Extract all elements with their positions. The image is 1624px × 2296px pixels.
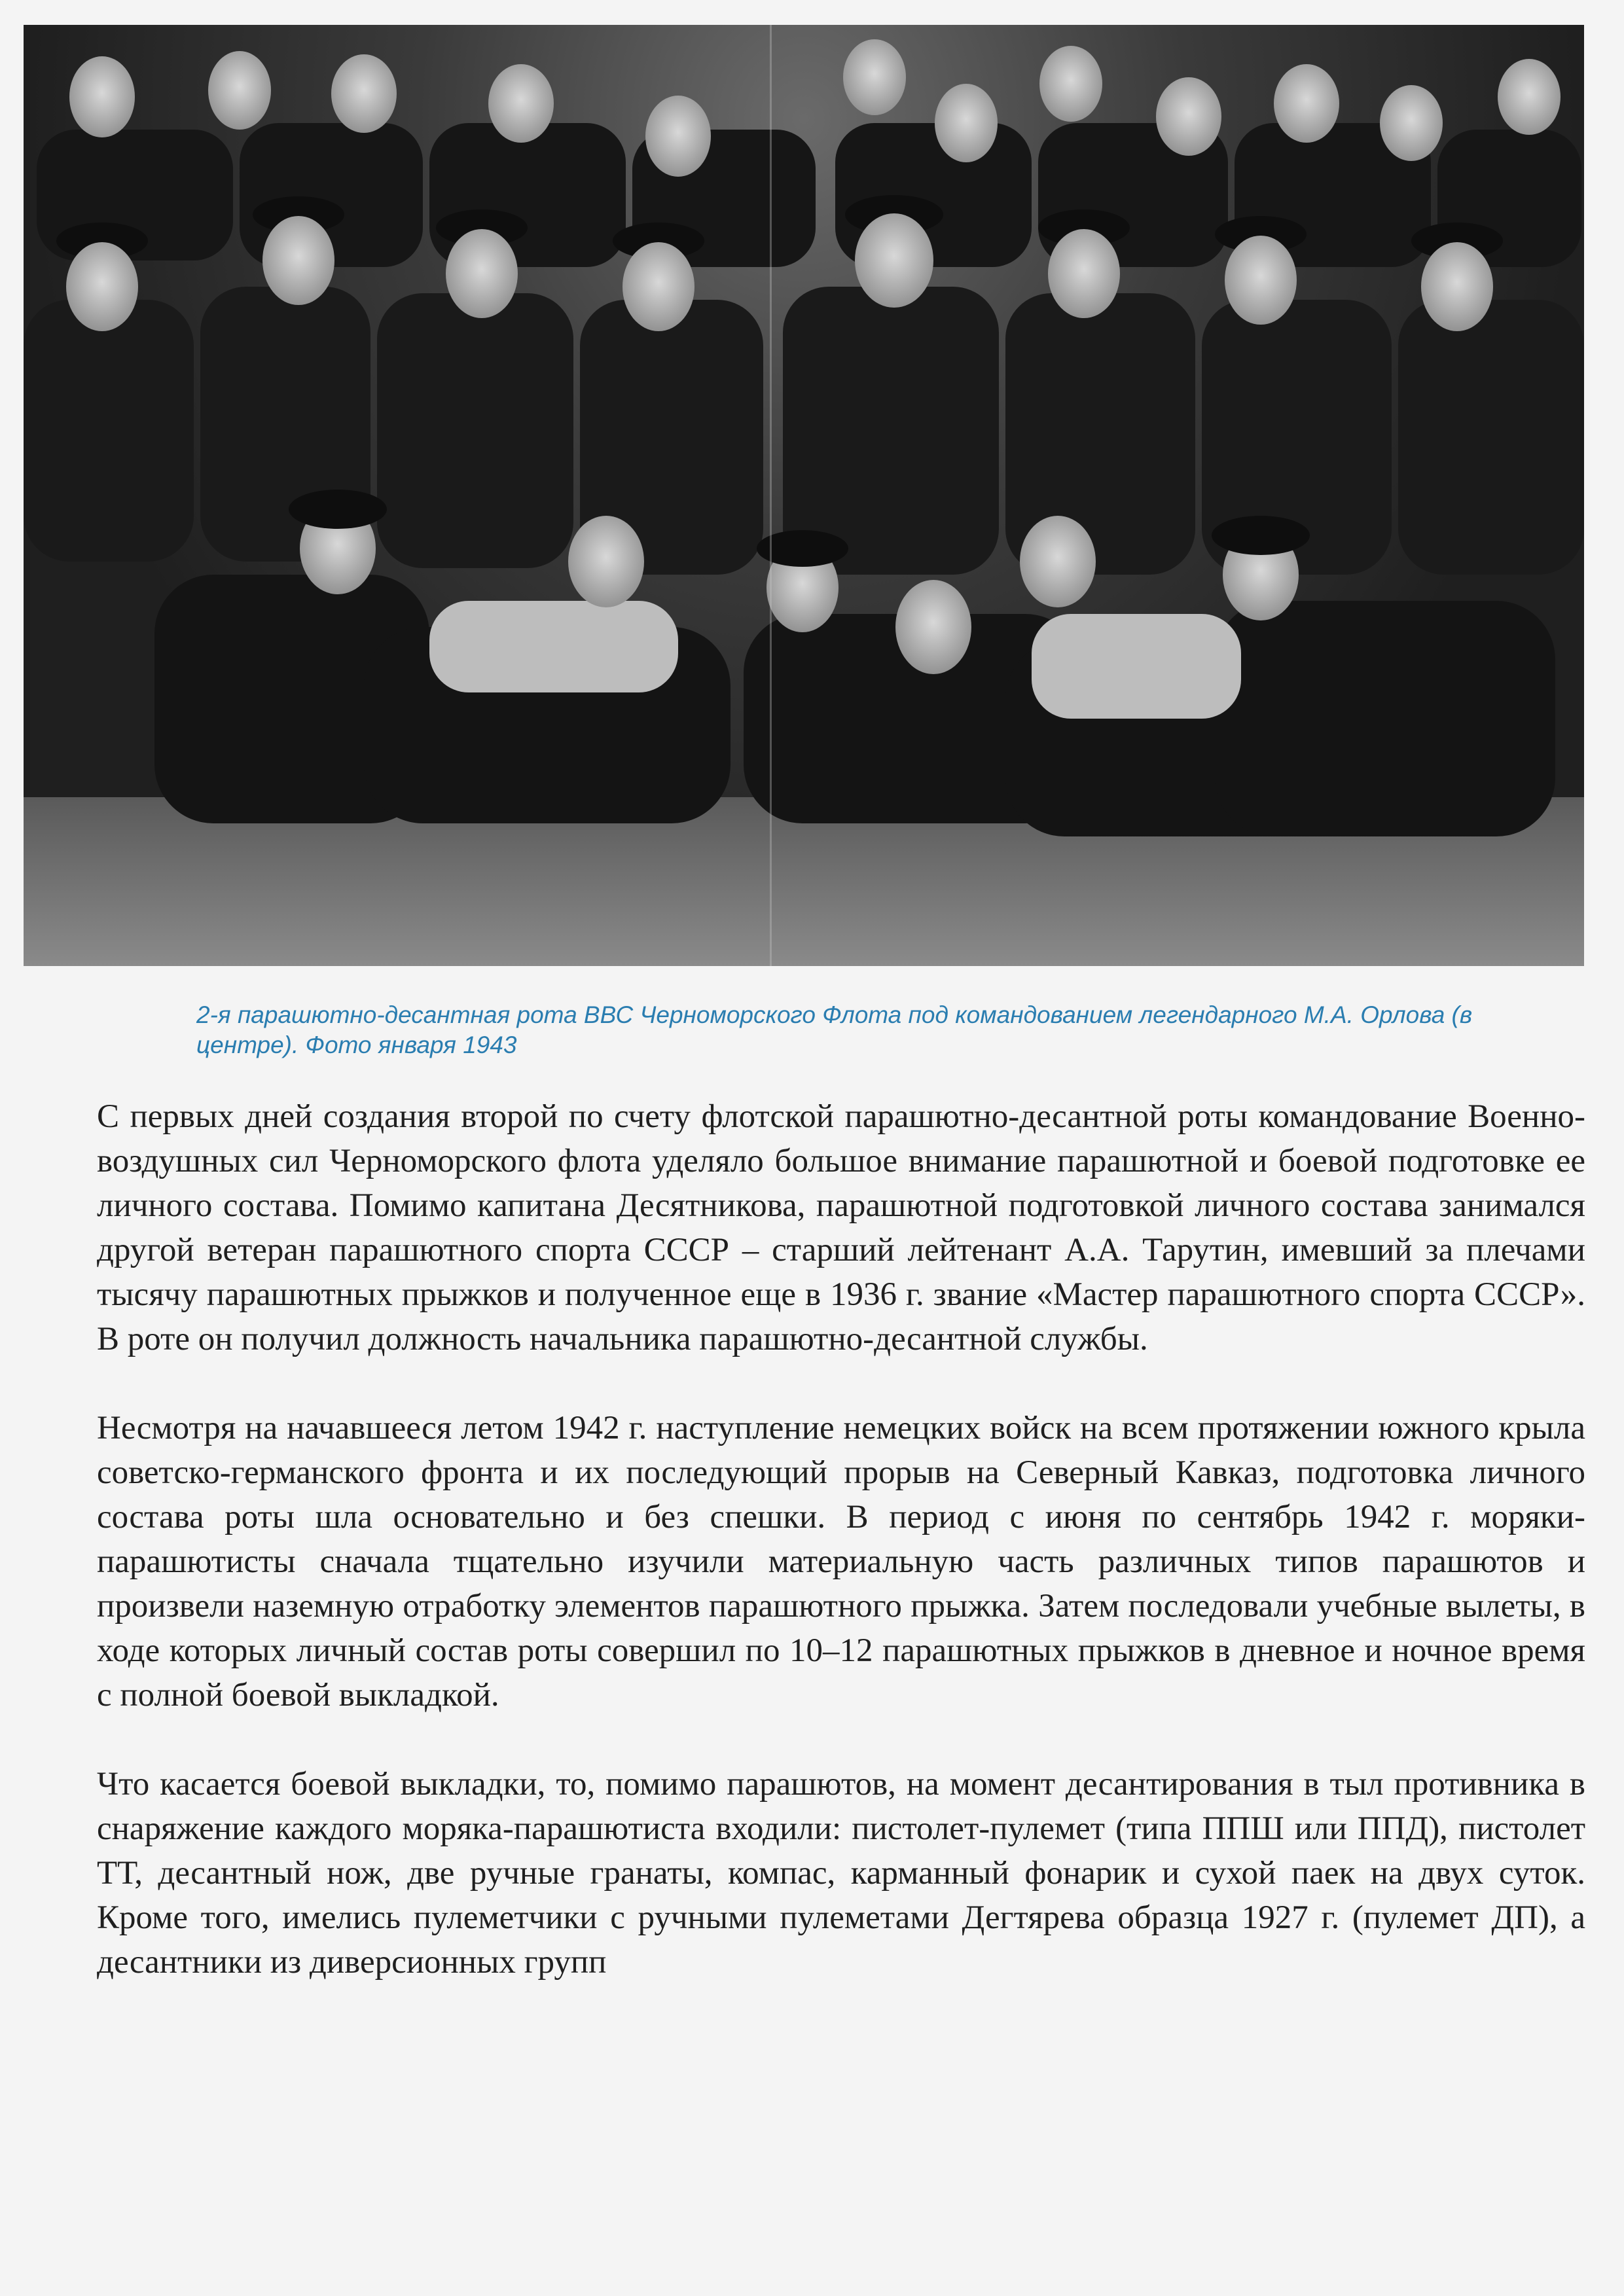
paragraph-2: Несмотря на начавшееся летом 1942 г. наступление немецких войск на всем протяжении южного крыла советско-германского фронта и их последующий прорыв на Северный Кавказ, подготовка личного состава роты шла основательно и без спешки. В период с июня по сентябрь 1942 г. моряки-парашютисты сначала тщательно изучили материальную часть различных типов парашютов и произвели наземную отработку элементов парашютного прыжка. Затем последовали учебные вылеты, в ходе которых личный состав роты совершил по 10–12 парашютных прыжков в дневное и ночное время с полной боевой выкладкой. xyxy=(97,1410,1585,1713)
paragraph-3: Что касается боевой выкладки, то, помимо парашютов, на момент десантирования в тыл противника в снаряжение каждого моряка-парашютиста входили: пистолет-пулемет (типа ППШ или ППД), пистолет ТТ, десантный нож, две ручные гранаты, компас, карманный фонарик и сухой паек на двух суток. Кроме того, имелись пулеметчики с ручными пулеметами Дегтярева образца 1927 г. (пулемет ДП), а десантники из диверсионных групп xyxy=(97,1766,1585,1981)
group-photo xyxy=(24,25,1584,966)
photo-caption: 2-я парашютно-десантная рота ВВС Черноморского Флота под командованием легендарного М.А. Орлова (в центре). Фото января 1943 xyxy=(196,1001,1473,1058)
article-body xyxy=(97,1094,1585,2029)
group-photo-paratroopers-icon xyxy=(24,25,1584,966)
photo-fold-line xyxy=(770,25,772,966)
paragraph-1: С первых дней создания второй по счету флотской парашютно-десантной роты командование Военно-воздушных сил Черноморского флота уделяло большое внимание парашютной и боевой подготовке ее личного состава. Помимо капитана Десятникова, парашютной подготовкой личного состава занимался другой ветеран парашютного спорта СССР – старший лейтенант А.А. Тарутин, имевший за плечами тысячу парашютных прыжков и полученное еще в 1936 г. звание «Мастер парашютного спорта СССР». В роте он получил должность начальника парашютно-десантной службы. xyxy=(97,1098,1585,1357)
